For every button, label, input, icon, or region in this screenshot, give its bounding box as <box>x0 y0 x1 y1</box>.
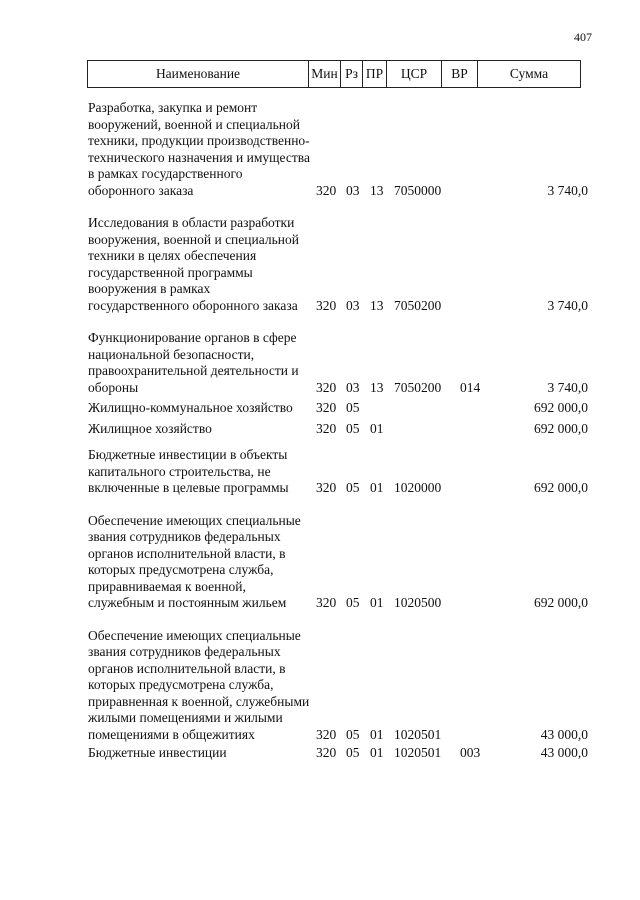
table-row <box>88 400 588 417</box>
row-rz: 03 <box>346 297 360 313</box>
row-sum: 3 740,0 <box>547 297 588 313</box>
header-rz: Рз <box>341 61 363 87</box>
row-pr: 01 <box>370 420 384 436</box>
header-vr: ВР <box>442 61 478 87</box>
row-min: 320 <box>316 726 337 742</box>
row-name: Жилищно-коммунальное хозяйство <box>88 400 293 415</box>
row-min: 320 <box>316 182 337 198</box>
row-csr: 1020000 <box>394 480 442 495</box>
row-min: 320 <box>316 595 337 610</box>
row-rz: 05 <box>346 400 360 415</box>
row-pr: 01 <box>370 726 384 742</box>
header-csr: ЦСР <box>387 61 442 87</box>
table-row <box>88 215 588 314</box>
row-rz: 05 <box>346 745 360 760</box>
table-row <box>88 330 588 396</box>
table-header <box>87 60 581 88</box>
row-min: 320 <box>316 420 337 436</box>
row-name: Жилищное хозяйство <box>88 420 212 436</box>
row-sum: 692 000,0 <box>534 420 588 436</box>
row-name: Обеспечение имеющих специальные звания сотрудников федеральных органов исполнительной власти, в которых предусмотрена служба, приравненная к военной, служебными жилыми помещениями и жилыми помещениями в общежитиях <box>88 627 310 742</box>
row-sum: 43 000,0 <box>540 726 588 742</box>
row-sum: 692 000,0 <box>534 400 588 415</box>
header-name: Наименование <box>88 61 309 87</box>
row-min: 320 <box>316 297 337 313</box>
row-rz: 05 <box>346 726 360 742</box>
row-sum: 692 000,0 <box>534 480 588 495</box>
row-name: Бюджетные инвестиции <box>88 745 227 760</box>
row-min: 320 <box>316 379 337 395</box>
row-min: 320 <box>316 400 337 415</box>
row-pr: 01 <box>370 745 384 760</box>
row-pr: 13 <box>370 182 384 198</box>
row-name: Обеспечение имеющих специальные звания сотрудников федеральных органов исполнительной власти, в которых предусмотрена служба, приравниваемая к военной, служебным и постоянным жильем <box>88 512 301 610</box>
row-rz: 05 <box>346 420 360 436</box>
row-sum: 3 740,0 <box>547 182 588 198</box>
table-body <box>88 100 588 762</box>
row-name: Функционирование органов в сфере национальной безопасности, правоохранительной деятельности и обороны <box>88 330 299 395</box>
row-pr: 01 <box>370 480 384 495</box>
row-rz: 05 <box>346 480 360 495</box>
row-rz: 03 <box>346 379 360 395</box>
row-csr: 7050000 <box>394 182 442 198</box>
table-row <box>88 628 588 744</box>
row-csr: 1020500 <box>394 595 442 610</box>
row-vr: 003 <box>460 745 481 760</box>
table-row <box>88 447 588 497</box>
header-pr: ПР <box>363 61 387 87</box>
row-pr: 13 <box>370 297 384 313</box>
row-name: Разработка, закупка и ремонт вооружений, военной и специальной техники, продукции производственно-технического назначения и имущества в рамках государственного оборонного заказа <box>88 100 310 198</box>
row-vr: 014 <box>460 379 481 395</box>
table-row <box>88 745 588 762</box>
row-name: Исследования в области разработки вооружения, военной и специальной техники в целях обеспечения государственной программы вооружения в рамках государственного оборонного заказа <box>88 215 299 313</box>
row-sum: 3 740,0 <box>547 379 588 395</box>
row-rz: 05 <box>346 595 360 610</box>
row-csr: 1020501 <box>394 726 442 742</box>
row-min: 320 <box>316 480 337 495</box>
row-rz: 03 <box>346 182 360 198</box>
header-sum: Сумма <box>509 66 549 81</box>
table-row <box>88 421 588 438</box>
row-pr: 13 <box>370 379 384 395</box>
row-csr: 7050200 <box>394 297 442 313</box>
row-name: Бюджетные инвестиции в объекты капитального строительства, не включенные в целевые программы <box>88 447 289 495</box>
table-row <box>88 100 588 199</box>
row-min: 320 <box>316 745 337 760</box>
row-csr: 1020501 <box>394 745 442 760</box>
row-sum: 43 000,0 <box>540 745 588 760</box>
page-number: 407 <box>574 30 592 44</box>
table-row <box>88 513 588 612</box>
row-sum: 692 000,0 <box>534 595 588 610</box>
row-csr: 7050200 <box>394 379 442 395</box>
header-min: Мин <box>309 61 341 87</box>
row-pr: 01 <box>370 595 384 610</box>
